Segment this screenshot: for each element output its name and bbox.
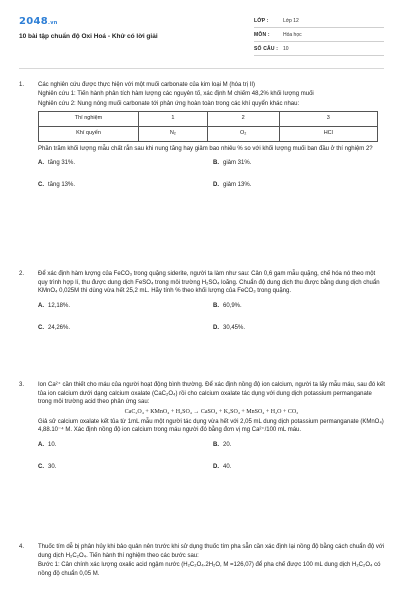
meta-row-subject — [254, 28, 384, 42]
option-b[interactable]: B. 60,9%. — [213, 303, 242, 310]
site-logo[interactable]: 2048.vn — [19, 16, 58, 27]
option-a[interactable]: A. tăng 31%. — [38, 160, 76, 167]
question-number: 1. — [19, 82, 25, 88]
table-cell: 1 — [139, 111, 208, 126]
question-text: Thuốc tím dễ bị phân hủy khi bảo quản nên trước khi sử dụng thuốc tím pha sẵn cần xác định lại nồng độ bằng cách chuẩn độ với dung dịch H₂C₂O₄. Tiến hành thí nghiệm theo các bước sau: — [38, 544, 385, 559]
meta-key: SỐ CÂU : — [254, 46, 279, 52]
question-3 — [19, 381, 385, 485]
table-cell: Thí nghiệm — [39, 111, 139, 126]
table-cell: Khí quyển — [39, 126, 139, 141]
meta-value: Lớp 12 — [283, 18, 299, 24]
table-cell: HCl — [279, 126, 377, 141]
option-d[interactable]: D. 30,45%. — [213, 325, 246, 332]
page-header — [0, 0, 400, 64]
meta-key: LỚP : — [254, 18, 269, 24]
question-number: 2. — [19, 271, 25, 277]
meta-value: 10 — [283, 46, 289, 52]
question-2 — [19, 270, 385, 346]
table-row — [39, 111, 378, 126]
option-c[interactable]: C. 24,26%. — [38, 325, 71, 332]
answer-options — [38, 159, 385, 203]
option-a[interactable]: A. 12,18%. — [38, 303, 71, 310]
question-text: Để xác định hàm lượng của FeCO₃ trong quặng siderite, người ta làm như sau: Cân 0,6 gam mẫu quặng, chế hóa nó theo một quy trình hợp lí, thu được dung dịch FeSO₄ trong môi trường H₂SO₄ loãng. Chuẩn độ dung dịch thu được bằng dung dịch chuẩn KMnO₄ 0,025M thì dùng vừa hết 25,2 mL. Hãy tính % theo khối lượng của FeCO₃ trong quặng. — [38, 271, 380, 295]
meta-row-class — [254, 14, 384, 28]
header-divider — [19, 68, 384, 69]
option-b[interactable]: B. 20. — [213, 441, 232, 448]
meta-value: Hóa học — [283, 32, 302, 38]
option-a[interactable]: A. 10. — [38, 441, 57, 448]
question-text: Ion Ca²⁺ cần thiết cho máu của người hoạt động bình thường. Để xác định nồng độ ion calcium, người ta lấy mẫu máu, sau đó kết tủa ion calcium dưới dạng calcium oxalate (CaC₂O₄) rồi cho calcium oxalate tác dụng với dung dịch potassium permanganate trong môi trường acid theo phản ứng sau: — [38, 382, 385, 406]
table-cell: O₂ — [207, 126, 279, 141]
option-c[interactable]: C. 30. — [38, 463, 57, 470]
question-text: Bước 1: Cân chính xác lượng oxalic acid ngậm nước (H₂C₂O₄.2H₂O, M =126,07) để pha chế được 100 mL dung dịch H₂C₂O₄ có nồng độ chuẩn 0,05 M. — [38, 562, 381, 577]
chemical-equation: CaC₂O₄ + KMnO₄ + H₂SO₄ → CaSO₄ + K₂SO₄ + MnSO₄ + H₂O + CO₂ — [124, 409, 299, 416]
question-text: Nghiên cứu 2: Nung nóng muối carbonate tới phản ứng hoàn toàn trong các khí quyển khác nhau: — [38, 100, 300, 107]
question-text: Các nghiên cứu được thực hiện với một muối carbonate của kim loại M (hóa trị II) — [38, 82, 256, 88]
option-d[interactable]: D. giảm 13%. — [213, 182, 252, 189]
meta-row-count — [254, 42, 384, 56]
meta-key: MÔN : — [254, 32, 270, 38]
option-b[interactable]: B. giảm 31%. — [213, 160, 252, 167]
table-cell: N₂ — [139, 126, 208, 141]
question-4 — [19, 543, 385, 579]
table-row — [39, 126, 378, 141]
option-c[interactable]: C. tăng 13%. — [38, 182, 76, 189]
document-title: 10 bài tập chuẩn độ Oxi Hoá - Khử có lời giải — [19, 33, 158, 40]
experiment-table — [38, 111, 378, 142]
table-cell: 3 — [279, 111, 377, 126]
question-1 — [19, 81, 385, 203]
answer-options — [38, 441, 385, 485]
meta-table — [254, 14, 384, 56]
question-number: 4. — [19, 544, 25, 550]
answer-options — [38, 302, 385, 346]
question-text: Giả sử calcium oxalate kết tủa từ 1mL mẫu một người tác dụng vừa hết với 2,05 mL dung dịch potassium permanganate (KMnO₄) 4,88.10⁻⁴ M. Xác định nồng độ ion calcium trong máu người đó bằng đơn vị mg Ca²⁺/100 mL máu. — [38, 418, 384, 434]
table-cell: 2 — [207, 111, 279, 126]
option-d[interactable]: D. 40. — [213, 463, 232, 470]
question-number: 3. — [19, 382, 25, 388]
question-text: Nghiên cứu 1: Tiến hành phân tích hàm lượng các nguyên tố, xác định M chiếm 48,2% khối lượng muối — [38, 91, 314, 98]
question-text: Phần trăm khối lượng mẫu chất rắn sau khi nung tăng hay giảm bao nhiêu % so với khối lượng muối ban đầu ở thí nghiệm 2? — [38, 145, 373, 152]
